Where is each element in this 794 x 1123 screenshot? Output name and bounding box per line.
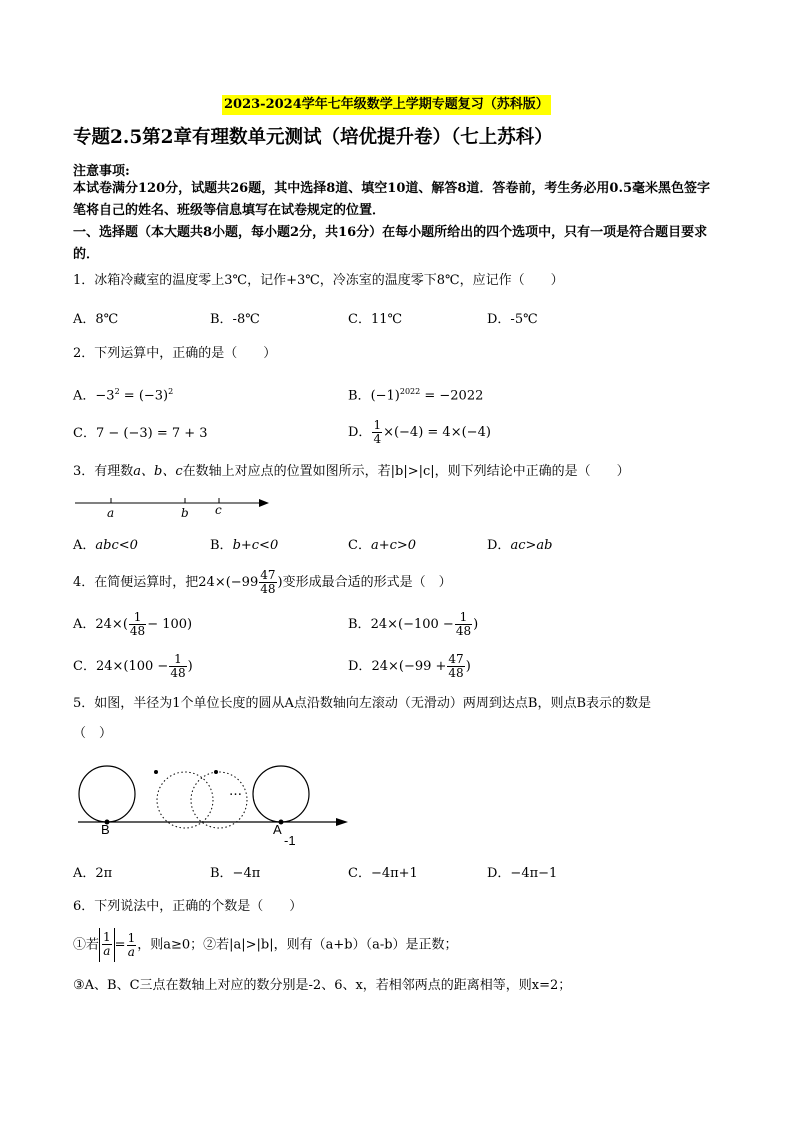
question-1-stem: 1．冰箱冷藏室的温度零上3℃，记作+3℃，冷冻室的温度零下8℃，应记作（ ） bbox=[73, 273, 564, 288]
q4-option-a: A．24×( $\frac{1}{48}$ − 100) bbox=[73, 610, 193, 638]
q5-dots: … bbox=[229, 784, 242, 799]
q3-number-line bbox=[73, 490, 273, 524]
q1-option-c: C．11℃ bbox=[348, 312, 403, 327]
question-5-stem: 5．如图，半径为1个单位长度的圆从A点沿数轴向左滚动（无滑动）两周到达点B，则点B表示的数是 bbox=[73, 696, 652, 711]
question-4-stem: 4．在简便运算时，把24×(−99 $\frac{47}{48}$ )变形成最合适的形式是（ ） bbox=[73, 568, 452, 596]
q5-label-b: B bbox=[101, 822, 110, 837]
q2-a-expr: −3 bbox=[95, 388, 115, 404]
q2-d-expr: ×(−4) = 4×(−4) bbox=[383, 425, 491, 440]
q3-option-a: A．abc<0 bbox=[73, 538, 138, 553]
q2-a-label: A． bbox=[73, 388, 96, 404]
q3-option-c: C．a+c>0 bbox=[348, 538, 417, 553]
q3-label-c: c bbox=[215, 503, 222, 517]
question-2-stem: 2．下列运算中，正确的是（ ） bbox=[73, 346, 277, 361]
q6-statement-3: ③A、B、C三点在数轴上对应的数分别是-2、6、x，若相邻两点的距离相等，则x=2； bbox=[73, 978, 572, 993]
banner-title: 2023-2024学年七年级数学上学期专题复习（苏科版） bbox=[222, 95, 551, 115]
q2-option-b bbox=[348, 382, 483, 406]
q4-option-d: D．24×(−99 + $\frac{47}{48}$ ) bbox=[348, 652, 471, 680]
q2-d-fraction: $\frac{1}{4}$ bbox=[373, 418, 382, 446]
q3-label-a: a bbox=[107, 506, 115, 520]
q5-option-b: B．−4π bbox=[210, 866, 261, 881]
q2-c-label: C． bbox=[73, 426, 96, 441]
question-6-stem: 6．下列说法中，正确的个数是（ ） bbox=[73, 899, 303, 914]
q2-a-exp2: 2 bbox=[168, 387, 174, 396]
q5-label-a: A bbox=[273, 822, 282, 837]
question-5-paren: （ ） bbox=[73, 726, 113, 741]
notes-body: 本试卷满分120分，试题共26题，其中选择8道、填空10道、解答8道．答卷前，考生务必用0.5毫米黑色签字笔将自己的姓名、班级等信息填写在试卷规定的位置． bbox=[73, 181, 711, 218]
q2-option-c bbox=[73, 424, 208, 444]
q5-rolling-circle-figure bbox=[70, 760, 360, 840]
q3-option-b: B．b+c<0 bbox=[210, 538, 279, 553]
q2-b-exp: 2022 bbox=[399, 387, 421, 396]
q2-b-expr2: = −2022 bbox=[420, 388, 484, 404]
q6-statement-1-2: ①若 $\frac{1}{a}$ = $\frac{1}{a}$ ，则a≥0；②若|a|>|b|，则有（a+b）（a-b）是正数； bbox=[73, 928, 458, 963]
q5-option-a: A．2π bbox=[73, 866, 113, 881]
q2-b-expr: (−1) bbox=[370, 388, 400, 404]
q5-option-c: C．−4π+1 bbox=[348, 866, 418, 881]
q2-a-expr2: = (−3) bbox=[119, 388, 169, 404]
q2-d-label: D． bbox=[348, 425, 372, 440]
q2-c-expr: 7 − (−3) = 7 + 3 bbox=[95, 426, 208, 441]
q2-b-label: B． bbox=[348, 388, 371, 404]
q3-label-b: b bbox=[181, 506, 189, 520]
q2-option-a bbox=[73, 382, 173, 406]
q1-option-d: D．-5℃ bbox=[487, 312, 538, 327]
q4-option-b: B．24×(−100 − $\frac{1}{48}$ ) bbox=[348, 610, 479, 638]
q2-option-d bbox=[348, 418, 491, 448]
q2-a-exp: 2 bbox=[114, 387, 120, 396]
section-heading: 一、选择题（本大题共8小题，每小题2分，共16分）在每小题所给出的四个选项中，只有一项是符合题目要求的． bbox=[73, 225, 708, 262]
q5-option-d: D．−4π−1 bbox=[487, 866, 558, 881]
q1-option-a: A．8℃ bbox=[73, 312, 119, 327]
q3-option-d: D．ac>ab bbox=[487, 538, 553, 553]
notes-heading: 注意事项: bbox=[73, 164, 130, 179]
question-3-stem: 3．有理数a、b、c在数轴上对应点的位置如图所示，若|b|>|c|，则下列结论中正确的是（ ） bbox=[73, 464, 630, 479]
page-title: 专题2.5第2章有理数单元测试（培优提升卷）（七上苏科） bbox=[73, 127, 553, 148]
q1-option-b: B．-8℃ bbox=[210, 312, 260, 327]
q4-option-c: C．24×(100 − $\frac{1}{48}$ ) bbox=[73, 652, 193, 680]
q5-label-minus1: -1 bbox=[284, 833, 296, 848]
